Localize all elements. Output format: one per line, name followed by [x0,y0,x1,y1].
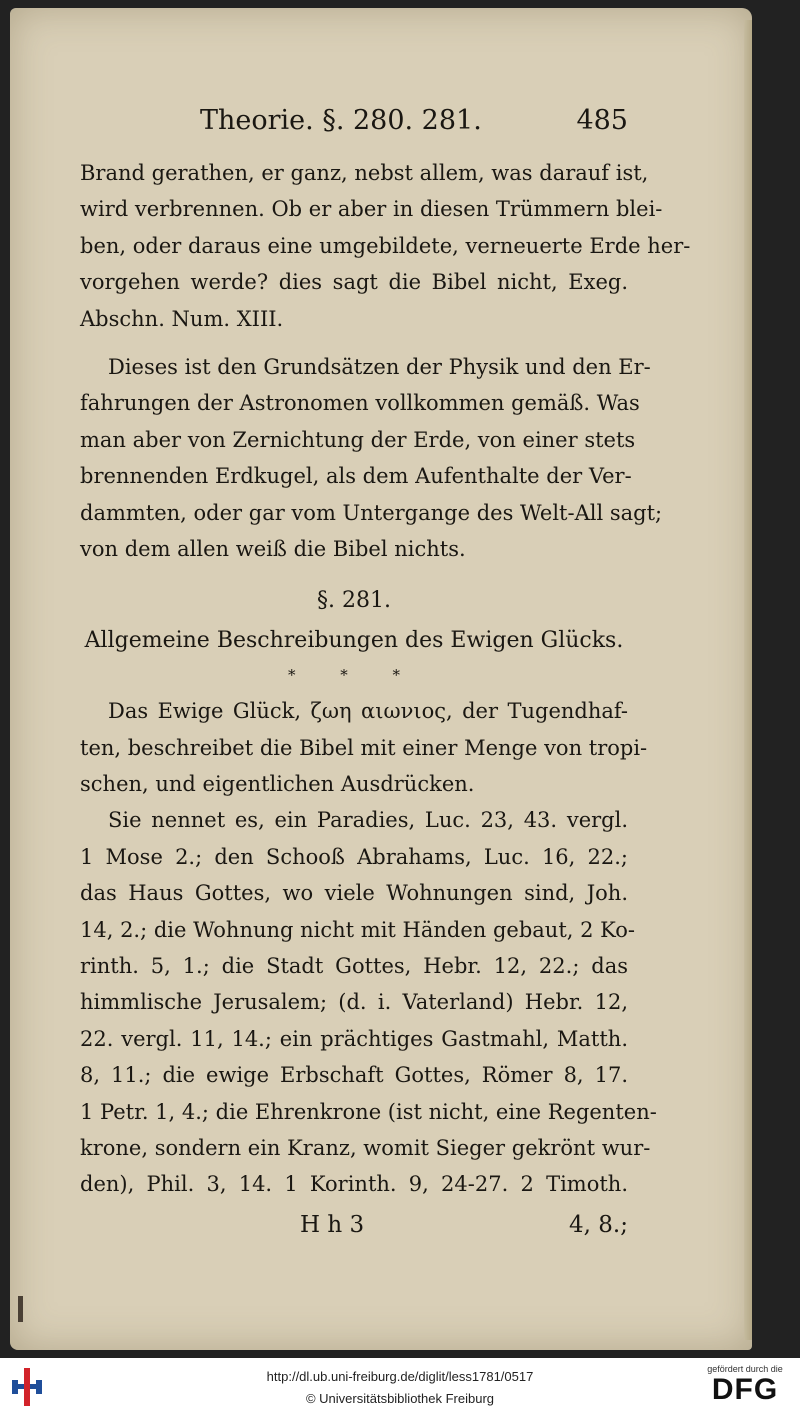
paragraph-2 [80,349,663,567]
section-title: Allgemeine Beschreibungen des Ewigen Glücks. [84,628,624,654]
text-line: den), Phil. 3, 14. 1 Korinth. 9, 24-27. 2 Timoth. [80,1172,628,1197]
paragraph-3 [80,693,648,802]
page-footer [80,1207,628,1243]
dfg-logo [702,1364,788,1406]
text-line: man aber von Zernichtung der Erde, von einer stets [80,427,636,452]
text-line: brennenden Erdkugel, als dem Aufenthalte der Ver- [80,464,632,489]
text-line: schen, und eigentlichen Ausdrücken. [80,772,475,797]
page-text [80,105,691,1243]
text-line: wird verbrennen. Ob er aber in diesen Trümmern blei- [80,197,663,222]
text-line: ten, beschreibet die Bibel mit einer Menge von tropi- [80,735,648,760]
text-line: rinth. 5, 1.; die Stadt Gottes, Hebr. 12, 22.; das [80,954,628,979]
text-line: 1 Petr. 1, 4.; die Ehrenkrone (ist nicht, eine Regenten- [80,1099,657,1124]
dfg-logo-text: DFG [711,1373,779,1406]
text-line: krone, sondern ein Kranz, womit Sieger gekrönt wur- [80,1135,651,1160]
text-line: vorgehen werde? dies sagt die Bibel nicht, Exeg. [80,270,628,295]
signature-mark: H h 3 [300,1211,365,1238]
page-edge [744,20,752,1340]
running-head [80,105,628,149]
catchword: 4, 8.; [569,1211,628,1238]
paragraph-1 [80,155,691,337]
binding-pin [18,1296,23,1322]
text-line: das Haus Gottes, wo viele Wohnungen sind, Joh. [80,881,628,906]
text-line: Dieses ist den Grundsätzen der Physik und den Er- [108,354,651,379]
text-line: 8, 11.; die ewige Erbschaft Gottes, Römer 8, 17. [80,1063,628,1088]
text-line: von dem allen weiß die Bibel nichts. [80,536,466,561]
section-number: §. 281. [317,588,391,614]
running-head-title: Theorie. §. 280. 281. [200,105,482,136]
text-line: 22. vergl. 11, 14.; ein prächtiges Gastmahl, Matth. [80,1026,628,1051]
text-line: dammten, oder gar vom Untergange des Welt-All sagt; [80,500,663,525]
asterism: * * * [287,666,421,685]
paragraph-4 [80,802,657,1202]
copyright-notice: © Universitätsbibliothek Freiburg [305,1391,495,1406]
text-line: Abschn. Num. XIII. [80,306,284,331]
text-line: himmlische Jerusalem; (d. i. Vaterland) Hebr. 12, [80,990,628,1015]
text-line: fahrungen der Astronomen vollkommen gemäß. Was [80,391,640,416]
permalink-url[interactable]: http://dl.ub.uni-freiburg.de/diglit/less1781/0517 [266,1369,534,1384]
text-line: Brand gerathen, er ganz, nebst allem, was darauf ist, [80,161,649,185]
page-number: 485 [576,105,628,136]
viewer-footer-bar [0,1358,800,1415]
text-line: Sie nennet es, ein Paradies, Luc. 23, 43. vergl. [108,808,628,833]
text-line: 1 Mose 2.; den Schooß Abrahams, Luc. 16, 22.; [80,844,628,869]
text-line: ben, oder daraus eine umgebildete, verneuerte Erde her- [80,233,691,258]
text-line: Das Ewige Glück, ζωη αιωνιος, der Tugendhaf- [108,699,628,724]
funder-caption: gefördert durch die [707,1364,783,1374]
text-line: 14, 2.; die Wohnung nicht mit Händen gebaut, 2 Ko- [80,917,636,942]
